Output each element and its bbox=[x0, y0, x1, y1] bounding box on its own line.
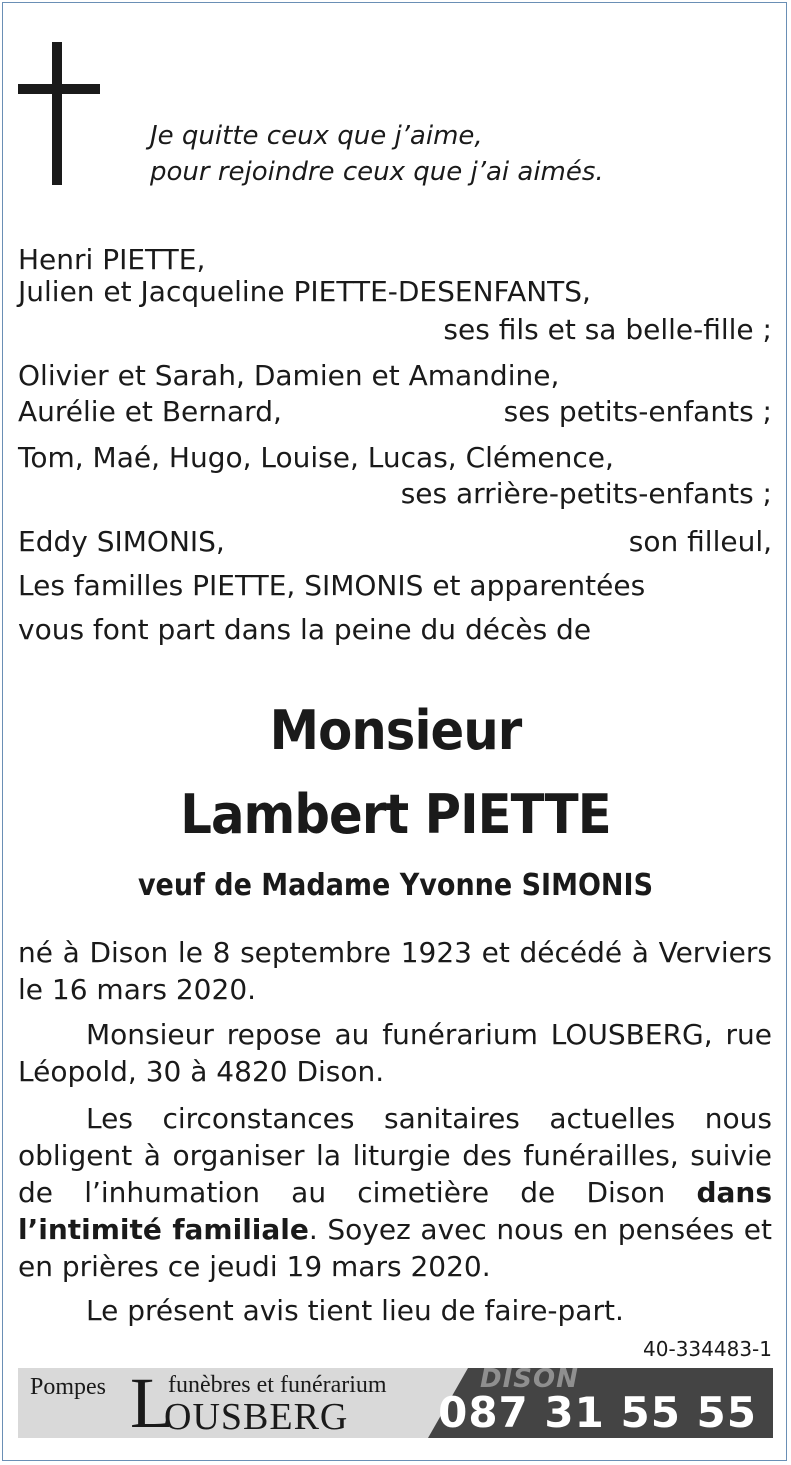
family-line bbox=[18, 522, 772, 562]
family-relation: ses arrière-petits-enfants ; bbox=[400, 477, 772, 510]
banner-pompes: Pompes bbox=[30, 1374, 107, 1400]
family-relation: ses fils et sa belle-fille ; bbox=[443, 313, 772, 346]
family-line: Julien et Jacqueline PIETTE-DESENFANTS, bbox=[18, 275, 591, 308]
epitaph-quote bbox=[150, 118, 604, 190]
banner-funebres: funèbres et funérarium bbox=[168, 1372, 387, 1398]
funeral-home-banner bbox=[18, 1368, 773, 1438]
quote-line-2: pour rejoindre ceux que j’ai aimés. bbox=[150, 157, 604, 187]
widow-of: veuf de Madame Yvonne SIMONIS bbox=[137, 868, 654, 903]
funeral-paragraph bbox=[18, 1100, 772, 1285]
repose-paragraph: Monsieur repose au funérarium LOUSBERG, rue Léopold, 30 à 4820 Dison. bbox=[18, 1018, 772, 1088]
family-names: Eddy SIMONIS, bbox=[18, 525, 225, 558]
banner-big-letter: L bbox=[130, 1368, 174, 1438]
reference-number: 40-334483-1 bbox=[643, 1337, 772, 1361]
family-line: Les familles PIETTE, SIMONIS et apparentées bbox=[18, 569, 646, 602]
funeral-text-end: . Soyez avec nous en pensées et en prières ce jeudi 19 mars 2020. bbox=[18, 1213, 772, 1283]
funeral-text: Les circonstances sanitaires actuelles nous obligent à organiser la liturgie des funérailles, suivie de l’inhumation au cimetière de Dison bbox=[18, 1102, 772, 1209]
family-line: Henri PIETTE, bbox=[18, 243, 206, 276]
banner-phone: 087 31 55 55 bbox=[438, 1388, 757, 1437]
intimacy-emphasis: dans l’intimité familiale bbox=[18, 1176, 772, 1246]
banner-city: DISON bbox=[480, 1368, 579, 1394]
family-names: Aurélie et Bernard, bbox=[18, 395, 282, 428]
deceased-name: Lambert PIETTE bbox=[180, 783, 611, 846]
quote-line-1: Je quitte ceux que j’aime, bbox=[150, 121, 483, 151]
family-relation: ses petits-enfants ; bbox=[503, 395, 772, 428]
family-line: Olivier et Sarah, Damien et Amandine, bbox=[18, 359, 560, 392]
family-line: Tom, Maé, Hugo, Louise, Lucas, Clémence, bbox=[18, 441, 614, 474]
announcement-line: vous font part dans la peine du décès de bbox=[18, 613, 592, 646]
deceased-title: Monsieur bbox=[269, 699, 522, 762]
birth-death-paragraph: né à Dison le 8 septembre 1923 et décédé à Verviers le 16 mars 2020. bbox=[18, 936, 772, 1006]
banner-lousberg: OUSBERG bbox=[164, 1396, 349, 1438]
closing-paragraph: Le présent avis tient lieu de faire-part. bbox=[86, 1294, 624, 1327]
family-relation: son filleul, bbox=[628, 525, 772, 558]
family-line bbox=[18, 392, 772, 432]
